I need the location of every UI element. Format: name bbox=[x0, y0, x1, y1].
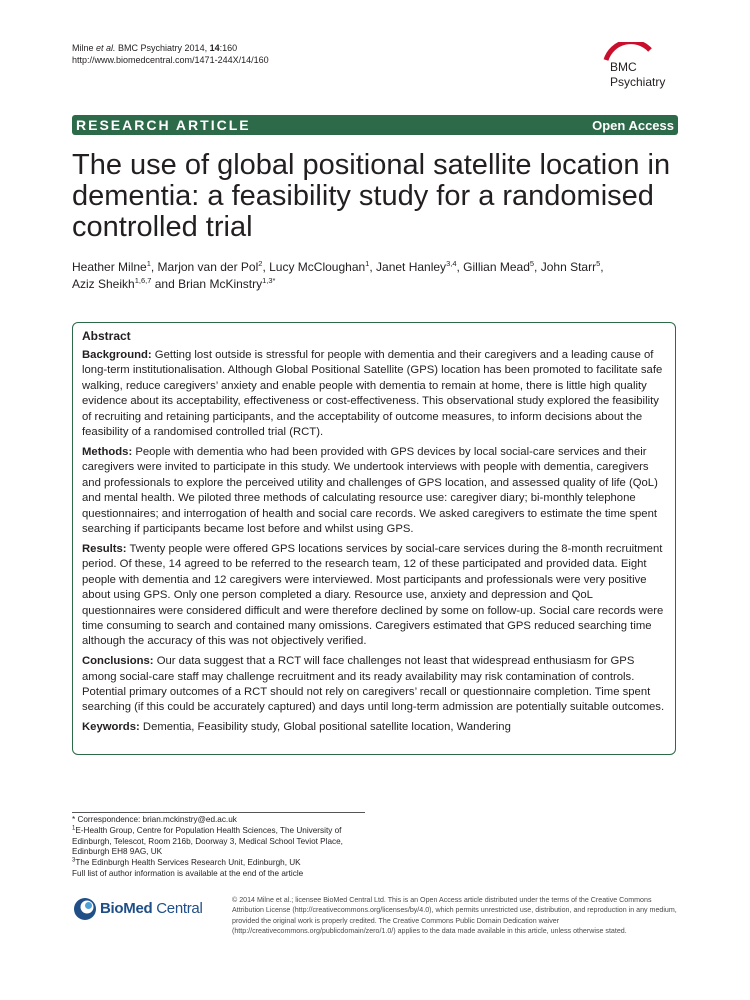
footnote-divider bbox=[72, 812, 365, 813]
abstract-background: Background: Getting lost outside is stressful for people with dementia and their caregivers and a leading cause of long-term institutionalisation. Although Global Positional Satellite (GPS) location has been promoted to facilitate safe walking, reduce caregivers’ anxiety and enable people with dementia to remain at home, there is little high quality evidence about its acceptability, effectiveness or cost-effectiveness. This observational study explored the feasibility of recruiting and retaining participants, and the acceptability of outcome measures, to inform decisions about the feasibility of a randomised controlled trial (RCT). bbox=[82, 349, 663, 439]
abstract-box bbox=[72, 322, 676, 755]
biomed-swirl-icon bbox=[72, 895, 98, 923]
author: Brian McKinstry$^{1,3*}$ bbox=[178, 276, 276, 291]
affiliation-3: $^3$The Edinburgh Health Services Research Unit, Edinburgh, UK bbox=[72, 857, 301, 868]
author-list bbox=[72, 259, 678, 293]
footnotes bbox=[72, 815, 372, 880]
affiliation-1: $^1$E-Health Group, Centre for Population Health Sciences, The University of Edinburgh, Telescot, Room 216b, Doorway 3, Medical School Teviot Place, Edinburgh EH8 9AG, UK bbox=[72, 825, 343, 857]
abstract-results: Results: Twenty people were offered GPS locations services by social-care services during the 8-month recruitment period. Of these, 14 agreed to be referred to the research team, 12 of these participated and provided data. Eight people with dementia and 12 caregivers were interviewed. Most participants and professionals were very positive about using GPS. Only one person completed a diary. Resource use, anxiety and depression and QoL questionnaires were considered difficult and were therefore declined by some on follow-up. Social care records were time consuming to search and contained many omissions. Caregivers estimated that GPS reduced searching time although the accuracy of this was not objectively verified. bbox=[82, 542, 664, 648]
author: Gillian Mead$^5$, bbox=[463, 259, 541, 274]
article-type-banner bbox=[72, 115, 678, 135]
paper-title: The use of global positional satellite location in dementia: a feasibility study for a randomised controlled trial bbox=[72, 149, 671, 243]
biomed-wordmark: BioMed Central bbox=[100, 900, 203, 917]
author: John Starr$^5$, bbox=[540, 259, 604, 274]
correspondence: * Correspondence: brian.mckinstry@ed.ac.uk bbox=[72, 815, 237, 824]
author-info-note: Full list of author information is available at the end of the article bbox=[72, 868, 304, 878]
author: Marjon van der Pol$^2$, bbox=[157, 259, 270, 274]
abstract-heading: Abstract bbox=[82, 329, 131, 343]
author: Heather Milne$^1$, bbox=[72, 259, 158, 274]
running-header bbox=[72, 42, 269, 66]
license-text: © 2014 Milne et al.; licensee BioMed Central Ltd. This is an Open Access article distributed under the terms of the Creative Commons Attribution License (http://creativecommons.org/licenses/by/4.0), which permits unrestricted use, distribution, and reproduction in any medium, provided the original work is properly credited. The Creative Commons Public Domain Dedication waiver (http://creativecommons.org/publicdomain/zero/1.0/) applies to the data made available in this article, unless otherwise stated. bbox=[232, 896, 677, 936]
abstract-conclusions: Conclusions: Our data suggest that a RCT will face challenges not least that widespread enthusiasm for GPS among social-care staff may challenge recruitment and its ready availability may risk contamination of controls. Potential primary outcomes of a RCT should not rely on caregivers’ recall or questionnaire completion. Time spent searching (if this could be accurately captured) and days until long-term admission are potentially suitable outcomes. bbox=[82, 655, 665, 714]
author: Aziz Sheikh$^{1,6,7}$ and bbox=[72, 276, 179, 291]
author: Lucy McCloughan$^1$, bbox=[269, 259, 377, 274]
abstract-keywords: Keywords: Dementia, Feasibility study, Global positional satellite location, Wandering bbox=[82, 721, 511, 734]
journal-citation: Milne et al. BMC Psychiatry 2014, 14:160 bbox=[72, 43, 238, 53]
abstract-methods: Methods: People with dementia who had been provided with GPS devices by local social-care services and their caregivers were invited to participate in this study. We undertook interviews with people with dementia, caregivers and professionals to explore the perceived utility and challenges of GPS location, and assessed quality of life (QoL) and mental health. We piloted three methods of calculating resource use: caregiver diary; bi-monthly telephone questionnaires; and interrogation of health and social care records. We asked caregivers to estimate the time spent searching if participants became lost before and whilst using GPS. bbox=[82, 445, 658, 535]
correspondence-email[interactable]: brian.mckinstry@ed.ac.uk bbox=[142, 815, 237, 824]
biomed-central-logo bbox=[72, 895, 222, 925]
article-type: RESEARCH ARTICLE bbox=[76, 117, 251, 133]
author: Janet Hanley$^{3,4}$, bbox=[376, 259, 464, 274]
article-url[interactable]: http://www.biomedcentral.com/1471-244X/14/160 bbox=[72, 55, 269, 65]
logo-text: BMC Psychiatry bbox=[610, 60, 666, 89]
open-access-label: Open Access bbox=[592, 117, 674, 133]
bmc-psychiatry-logo bbox=[598, 42, 684, 102]
